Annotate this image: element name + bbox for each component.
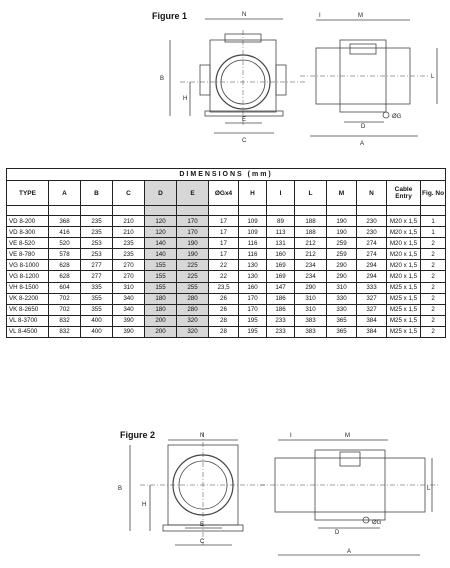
f2-dim-h: H [142, 502, 147, 508]
table-cell: 212 [295, 238, 327, 249]
table-cell: 270 [113, 260, 145, 271]
table-cell: 26 [209, 304, 239, 315]
table-cell: 365 [327, 326, 357, 337]
table-cell: 190 [177, 249, 209, 260]
table-cell: 2 [421, 315, 446, 326]
table-cell: 200 [145, 326, 177, 337]
spacer-cell [49, 206, 81, 216]
table-row [7, 227, 446, 238]
table-cell: 365 [327, 315, 357, 326]
table-cell: 235 [113, 238, 145, 249]
table-cell: 2 [421, 326, 446, 337]
table-row [7, 326, 446, 337]
table-cell: 188 [295, 216, 327, 227]
table-cell: 330 [327, 304, 357, 315]
table-cell: M25 x 1,5 [387, 304, 421, 315]
table-cell: 23,5 [209, 282, 239, 293]
table-row [7, 315, 446, 326]
f1-dim-l: L [431, 74, 435, 80]
table-cell: 340 [113, 293, 145, 304]
table-cell: 290 [295, 282, 327, 293]
table-cell: 259 [327, 238, 357, 249]
table-cell: 294 [357, 260, 387, 271]
table-cell: 270 [113, 271, 145, 282]
table-cell: M20 x 1,5 [387, 271, 421, 282]
spacer-cell [421, 206, 446, 216]
spacer-cell [357, 206, 387, 216]
column-header: C [113, 181, 145, 206]
type-cell: VD 8-300 [7, 227, 49, 238]
spacer-cell [7, 206, 49, 216]
table-cell: 120 [145, 216, 177, 227]
table-cell: 190 [327, 216, 357, 227]
table-cell: 160 [239, 282, 267, 293]
table-cell: 234 [295, 260, 327, 271]
table-cell: 89 [267, 216, 295, 227]
table-cell: 383 [295, 315, 327, 326]
table-cell: 200 [145, 315, 177, 326]
table-row [7, 249, 446, 260]
column-header: ØGx4 [209, 181, 239, 206]
table-cell: 274 [357, 249, 387, 260]
table-cell: M20 x 1,5 [387, 227, 421, 238]
table-cell: 17 [209, 227, 239, 238]
table-cell: M20 x 1,5 [387, 260, 421, 271]
f2-dim-e: E [200, 522, 205, 528]
spacer-cell [239, 206, 267, 216]
type-cell: VG 8-1000 [7, 260, 49, 271]
spacer-cell [387, 206, 421, 216]
table-cell: 578 [49, 249, 81, 260]
spacer-cell [81, 206, 113, 216]
table-cell: 628 [49, 260, 81, 271]
table-cell: 335 [81, 282, 113, 293]
table-cell: 28 [209, 315, 239, 326]
table-cell: 832 [49, 326, 81, 337]
f2-dim-a: A [347, 549, 352, 555]
f2-dim-l: L [427, 486, 431, 492]
table-cell: 195 [239, 326, 267, 337]
f1-dim-i: I [319, 13, 321, 19]
table-cell: 225 [177, 260, 209, 271]
type-cell: VK 8-2650 [7, 304, 49, 315]
table-caption: DIMENSIONS (mm) [7, 169, 446, 181]
table-cell: M25 x 1,5 [387, 315, 421, 326]
table-cell: 235 [81, 216, 113, 227]
type-cell: VH 8-1500 [7, 282, 49, 293]
table-cell: 233 [267, 315, 295, 326]
column-header: D [145, 181, 177, 206]
table-row [7, 293, 446, 304]
f2-dim-i: I [290, 433, 292, 439]
table-cell: 17 [209, 216, 239, 227]
column-header: B [81, 181, 113, 206]
table-cell: 280 [177, 293, 209, 304]
table-cell: 832 [49, 315, 81, 326]
table-cell: 186 [267, 304, 295, 315]
table-cell: 235 [113, 249, 145, 260]
table-cell: 225 [177, 271, 209, 282]
table-cell: M25 x 1,5 [387, 326, 421, 337]
table-cell: 169 [267, 271, 295, 282]
table-cell: 155 [145, 260, 177, 271]
table-header-row [7, 181, 446, 206]
dimensions-table [6, 168, 445, 338]
table-cell: 1 [421, 227, 446, 238]
table-cell: 195 [239, 315, 267, 326]
column-header: I [267, 181, 295, 206]
table-cell: 355 [81, 293, 113, 304]
table-cell: 390 [113, 326, 145, 337]
table-cell: 368 [49, 216, 81, 227]
column-header: TYPE [7, 181, 49, 206]
spacer-cell [113, 206, 145, 216]
type-cell: VL 8-4500 [7, 326, 49, 337]
table-cell: 26 [209, 293, 239, 304]
table-cell: 400 [81, 315, 113, 326]
table-cell: 188 [295, 227, 327, 238]
table-row [7, 282, 446, 293]
table-cell: 180 [145, 293, 177, 304]
table-cell: 383 [295, 326, 327, 337]
table-cell: 155 [145, 271, 177, 282]
table-cell: 212 [295, 249, 327, 260]
table-cell: 147 [267, 282, 295, 293]
type-cell: VD 8-200 [7, 216, 49, 227]
table-cell: 190 [177, 238, 209, 249]
f1-dim-c: C [242, 138, 247, 144]
table-cell: 160 [267, 249, 295, 260]
column-header: L [295, 181, 327, 206]
column-header: Fig. No [421, 181, 446, 206]
table-cell: 327 [357, 293, 387, 304]
type-cell: VG 8-1200 [7, 271, 49, 282]
table-cell: 390 [113, 315, 145, 326]
table-cell: 2 [421, 293, 446, 304]
table-cell: 384 [357, 326, 387, 337]
table-row [7, 216, 446, 227]
table-row [7, 260, 446, 271]
table-cell: M20 x 1,5 [387, 216, 421, 227]
spacer-cell [177, 206, 209, 216]
table-cell: 210 [113, 216, 145, 227]
table-cell: 628 [49, 271, 81, 282]
table-cell: 22 [209, 271, 239, 282]
table-cell: M25 x 1,5 [387, 282, 421, 293]
table-cell: 274 [357, 238, 387, 249]
column-header: Cable Entry [387, 181, 421, 206]
table-cell: 230 [357, 227, 387, 238]
table-cell: 702 [49, 293, 81, 304]
f2-dim-d: D [335, 530, 340, 536]
table-cell: 255 [177, 282, 209, 293]
f1-dim-g: ØG [392, 114, 402, 120]
table-cell: 1 [421, 216, 446, 227]
table-cell: 604 [49, 282, 81, 293]
table-cell: 230 [357, 216, 387, 227]
table-cell: 253 [81, 238, 113, 249]
table-cell: 2 [421, 260, 446, 271]
table-cell: 190 [327, 227, 357, 238]
table-cell: 327 [357, 304, 387, 315]
f1-dim-b: B [160, 76, 165, 82]
f1-dim-e: E [242, 117, 247, 123]
table-cell: 320 [177, 326, 209, 337]
spacer-cell [145, 206, 177, 216]
table-cell: 109 [239, 227, 267, 238]
table-cell: 400 [81, 326, 113, 337]
table-cell: 140 [145, 249, 177, 260]
table-cell: M25 x 1,5 [387, 293, 421, 304]
spacer-cell [209, 206, 239, 216]
table-cell: 320 [177, 315, 209, 326]
table-cell: 330 [327, 293, 357, 304]
f1-dim-a: A [360, 141, 365, 147]
f1-dim-h: H [183, 96, 188, 102]
f1-dim-m: M [358, 13, 363, 19]
table-cell: 186 [267, 293, 295, 304]
spacer-cell [295, 206, 327, 216]
f2-dim-m: M [345, 433, 350, 439]
table-cell: 277 [81, 271, 113, 282]
table-cell: 290 [327, 271, 357, 282]
table-cell: 233 [267, 326, 295, 337]
table-cell: 140 [145, 238, 177, 249]
table-cell: 180 [145, 304, 177, 315]
table-cell: 170 [177, 227, 209, 238]
table-cell: 28 [209, 326, 239, 337]
table-cell: 2 [421, 282, 446, 293]
table-cell: 290 [327, 260, 357, 271]
table-cell: 131 [267, 238, 295, 249]
table-cell: 2 [421, 271, 446, 282]
column-header: E [177, 181, 209, 206]
column-header: N [357, 181, 387, 206]
f2-dim-b: B [118, 486, 123, 492]
table-row [7, 238, 446, 249]
spacer-row [7, 206, 446, 216]
table-cell: 520 [49, 238, 81, 249]
table-row [7, 304, 446, 315]
table-cell: 170 [239, 304, 267, 315]
figure1-title: Figure 1 [152, 11, 188, 21]
table-cell: 169 [267, 260, 295, 271]
table-cell: 384 [357, 315, 387, 326]
spacer-cell [327, 206, 357, 216]
table-cell: 310 [295, 293, 327, 304]
table-cell: 155 [145, 282, 177, 293]
table-cell: 253 [81, 249, 113, 260]
f2-dim-g: ØG [372, 520, 382, 526]
table-cell: 113 [267, 227, 295, 238]
column-header: A [49, 181, 81, 206]
f2-dim-n: N [200, 433, 205, 439]
table-cell: 210 [113, 227, 145, 238]
table-cell: 2 [421, 304, 446, 315]
table-cell: M20 x 1,5 [387, 238, 421, 249]
table-cell: M20 x 1,5 [387, 249, 421, 260]
figure2-title: Figure 2 [120, 430, 156, 440]
table-cell: 294 [357, 271, 387, 282]
spacer-cell [267, 206, 295, 216]
table-cell: 116 [239, 238, 267, 249]
table-cell: 702 [49, 304, 81, 315]
table-cell: 109 [239, 216, 267, 227]
table-cell: 310 [113, 282, 145, 293]
table-cell: 310 [295, 304, 327, 315]
type-cell: VK 8-2200 [7, 293, 49, 304]
table-cell: 340 [113, 304, 145, 315]
table-cell: 355 [81, 304, 113, 315]
column-header: H [239, 181, 267, 206]
type-cell: VL 8-3700 [7, 315, 49, 326]
table-cell: 277 [81, 260, 113, 271]
table-body [7, 206, 446, 338]
table-row [7, 271, 446, 282]
table-cell: 130 [239, 271, 267, 282]
f1-dim-d: D [361, 124, 366, 130]
f2-dim-c: C [200, 539, 205, 545]
table-cell: 22 [209, 260, 239, 271]
table-cell: 116 [239, 249, 267, 260]
table-cell: 333 [357, 282, 387, 293]
table-cell: 170 [177, 216, 209, 227]
table-cell: 120 [145, 227, 177, 238]
table-cell: 259 [327, 249, 357, 260]
table-cell: 170 [239, 293, 267, 304]
table-cell: 416 [49, 227, 81, 238]
table-cell: 17 [209, 249, 239, 260]
type-cell: VE 8-520 [7, 238, 49, 249]
table-cell: 234 [295, 271, 327, 282]
table-cell: 310 [327, 282, 357, 293]
table-cell: 235 [81, 227, 113, 238]
table-cell: 2 [421, 238, 446, 249]
table-cell: 2 [421, 249, 446, 260]
column-header: M [327, 181, 357, 206]
table-cell: 130 [239, 260, 267, 271]
f1-dim-n: N [242, 12, 247, 18]
type-cell: VE 8-780 [7, 249, 49, 260]
table-cell: 17 [209, 238, 239, 249]
table-cell: 280 [177, 304, 209, 315]
